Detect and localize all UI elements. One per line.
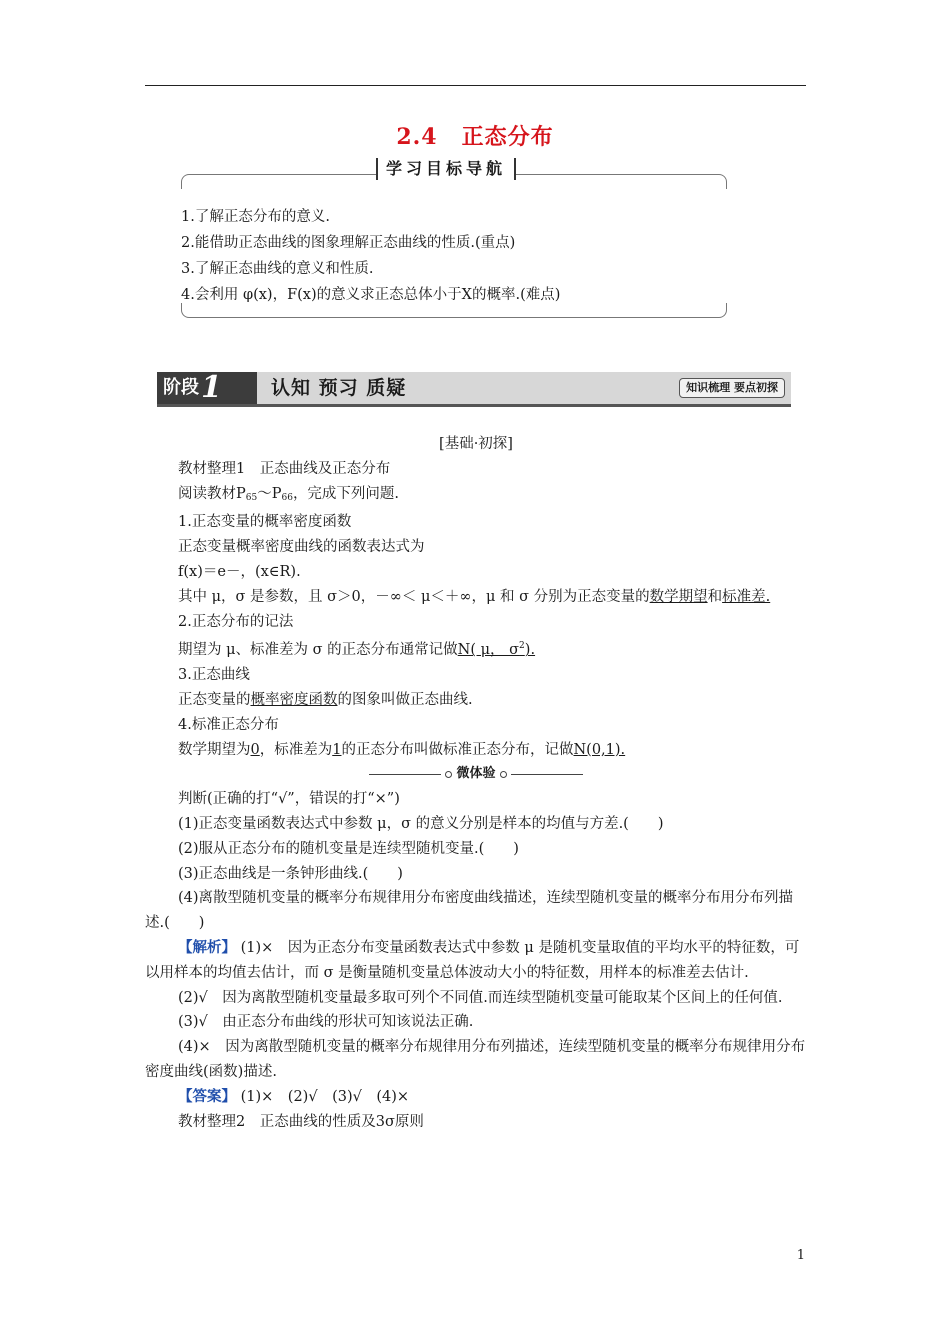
- page-number: 1: [796, 1248, 805, 1263]
- main-content: [145, 432, 807, 1134]
- goals-bracket-bottom: [181, 303, 727, 318]
- goal-item: 4.会利用 φ(x)，F(x)的意义求正态总体小于X的概率.(难点): [181, 287, 561, 303]
- point-4-text: 数学期望为0，标准差为1的正态分布叫做标准正态分布，记做N(0,1).: [178, 741, 626, 758]
- analysis-item: (2)√ 因为离散型随机变量最多取可列个不同值.而连续型随机变量可能取某个区间上的任何值.: [178, 989, 783, 1006]
- stage-banner: [157, 372, 791, 407]
- point-1-explanation: 其中 μ，σ 是参数，且 σ＞0，－∞＜ μ＜＋∞，μ 和 σ 分别为正态变量的数学期望和标准差.: [178, 588, 771, 605]
- goals-label: 学习目标导航: [376, 158, 516, 180]
- analysis-item: 【解析】 (1)× 因为正态分布变量函数表达式中参数 μ 是随机变量取值的平均水平的特征数，可以用样本的均值去估计，而 σ 是衡量随机变量总体波动大小的特征数，用样本的标准差去估计.: [145, 938, 800, 981]
- point-1-line: 正态变量概率密度曲线的函数表达式为: [178, 539, 425, 556]
- experience-label: 微体验: [456, 766, 496, 782]
- experience-divider: [145, 762, 807, 787]
- answer-label: 【答案】: [178, 1087, 236, 1105]
- section-title: 正态分布: [461, 124, 554, 150]
- judge-item: (3)正态曲线是一条钟形曲线.( ): [178, 865, 403, 882]
- textbook-heading-2: 教材整理2 正态曲线的性质及3σ原则: [178, 1113, 424, 1130]
- answer-line: 【答案】 (1)× (2)√ (3)√ (4)×: [178, 1087, 410, 1105]
- point-2-text: 期望为 μ、标准差为 σ 的正态分布通常记做N( μ， $\sigma^2$).: [178, 641, 536, 659]
- section-number: 2.4: [396, 124, 438, 150]
- stage-badge: [157, 372, 257, 404]
- judge-intro: 判断(正确的打“√”，错误的打“×”): [178, 791, 400, 808]
- point-3-heading: 3.正态曲线: [178, 667, 250, 684]
- header-rule: [145, 85, 806, 86]
- stage-badge-number: 1: [201, 370, 222, 405]
- stage-title: 认知 预习 质疑: [271, 377, 407, 399]
- learning-goals-box: [181, 159, 725, 318]
- reading-instruction: 阅读教材$P_{65}\sim P_{66}$，完成下列问题.: [178, 485, 400, 503]
- analysis-label: 【解析】: [178, 938, 236, 956]
- goal-item: 3.了解正态曲线的意义和性质.: [181, 261, 374, 277]
- judge-item: (1)正态变量函数表达式中参数 μ，σ 的意义分别是样本的均值与方差.( ): [178, 815, 664, 832]
- point-1-heading: 1.正态变量的概率密度函数: [178, 514, 352, 531]
- stage-tag: 知识梳理 要点初探: [679, 378, 785, 398]
- goal-item: 2.能借助正态曲线的图象理解正态曲线的性质.(重点): [181, 235, 516, 251]
- goal-item: 1.了解正态分布的意义.: [181, 209, 330, 225]
- density-formula: f(x)＝e－，(x∈R).: [178, 563, 301, 580]
- judge-item: (2)服从正态分布的随机变量是连续型随机变量.( ): [178, 840, 519, 857]
- point-3-text: 正态变量的概率密度函数的图象叫做正态曲线.: [178, 691, 473, 708]
- point-4-heading: 4.标准正态分布: [178, 716, 279, 733]
- page-title: [0, 120, 950, 151]
- analysis-item: (4)× 因为离散型随机变量的概率分布规律用分布列描述，连续型随机变量的概率分布规律用分布密度曲线(函数)描述.: [145, 1039, 806, 1080]
- point-2-heading: 2.正态分布的记法: [178, 613, 294, 630]
- judge-item: (4)离散型随机变量的概率分布规律用分布密度曲线描述，连续型随机变量的概率分布用分布列描述.( ): [145, 890, 794, 932]
- goals-list: [181, 204, 560, 308]
- stage-badge-text: 阶段: [163, 377, 199, 398]
- section-tag: [基础·初探]: [439, 436, 513, 452]
- analysis-item: (3)√ 由正态分布曲线的形状可知该说法正确.: [178, 1014, 474, 1031]
- textbook-heading-1: 教材整理1 正态曲线及正态分布: [178, 460, 391, 477]
